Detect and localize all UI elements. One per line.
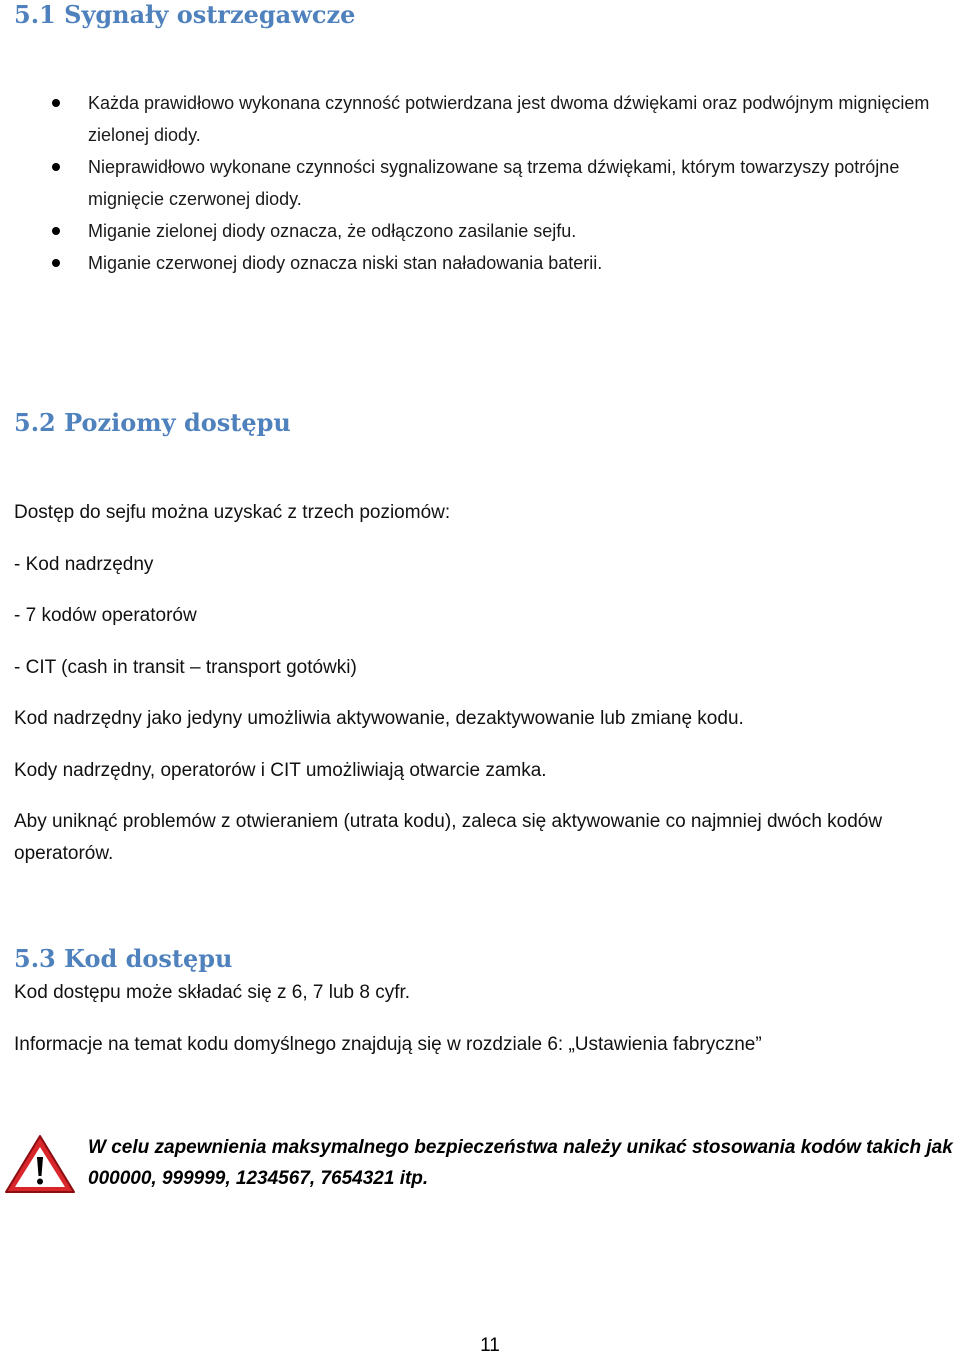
bullet-icon [52,259,60,267]
bullet-icon [52,227,60,235]
access-level-operators: - 7 kodów operatorów [14,605,197,626]
section-5-3-title: 5.3 Kod dostępu [14,944,233,973]
warning-triangle-icon [4,1133,76,1195]
list-item: Miganie zielonej diody oznacza, że odłączono zasilanie sejfu. [0,215,950,247]
list-item: Nieprawidłowo wykonane czynności sygnalizowane są trzema dźwiękami, którym towarzyszy potrójne mignięcie czerwonej diody. [0,151,950,215]
security-warning-text: W celu zapewnienia maksymalnego bezpieczeństwa należy unikać stosowania kodów takich jak 000000, 999999, 1234567, 7654321 itp. [88,1137,953,1189]
page-number: 11 [480,1335,500,1356]
open-lock-note: Kody nadrzędny, operatorów i CIT umożliwiają otwarcie zamka. [14,760,547,781]
list-item: Miganie czerwonej diody oznacza niski stan naładowania baterii. [0,247,950,279]
default-code-info: Informacje na temat kodu domyślnego znajdują się w rozdziale 6: „Ustawienia fabryczne” [14,1034,762,1055]
recommendation-note: Aby uniknąć problemów z otwieraniem (utrata kodu), zaleca się aktywowanie co najmniej dwóch kodów operatorów. [14,811,883,864]
access-level-master: - Kod nadrzędny [14,554,154,575]
bullet-icon [52,163,60,171]
section-5-1-title: 5.1 Sygnały ostrzegawcze [14,0,356,29]
list-item: Każda prawidłowo wykonana czynność potwierdzana jest dwoma dźwiękami oraz podwójnym mignięciem zielonej diody. [0,87,950,151]
section-5-2-title: 5.2 Poziomy dostępu [14,408,291,437]
warning-signals-list [0,87,950,279]
access-level-cit: - CIT (cash in transit – transport gotówki) [14,657,357,678]
code-length-text: Kod dostępu może składać się z 6, 7 lub 8 cyfr. [14,982,411,1003]
bullet-icon [52,99,60,107]
master-code-note: Kod nadrzędny jako jedyny umożliwia aktywowanie, dezaktywowanie lub zmianę kodu. [14,708,744,729]
access-levels-intro: Dostęp do sejfu można uzyskać z trzech poziomów: [14,502,451,523]
